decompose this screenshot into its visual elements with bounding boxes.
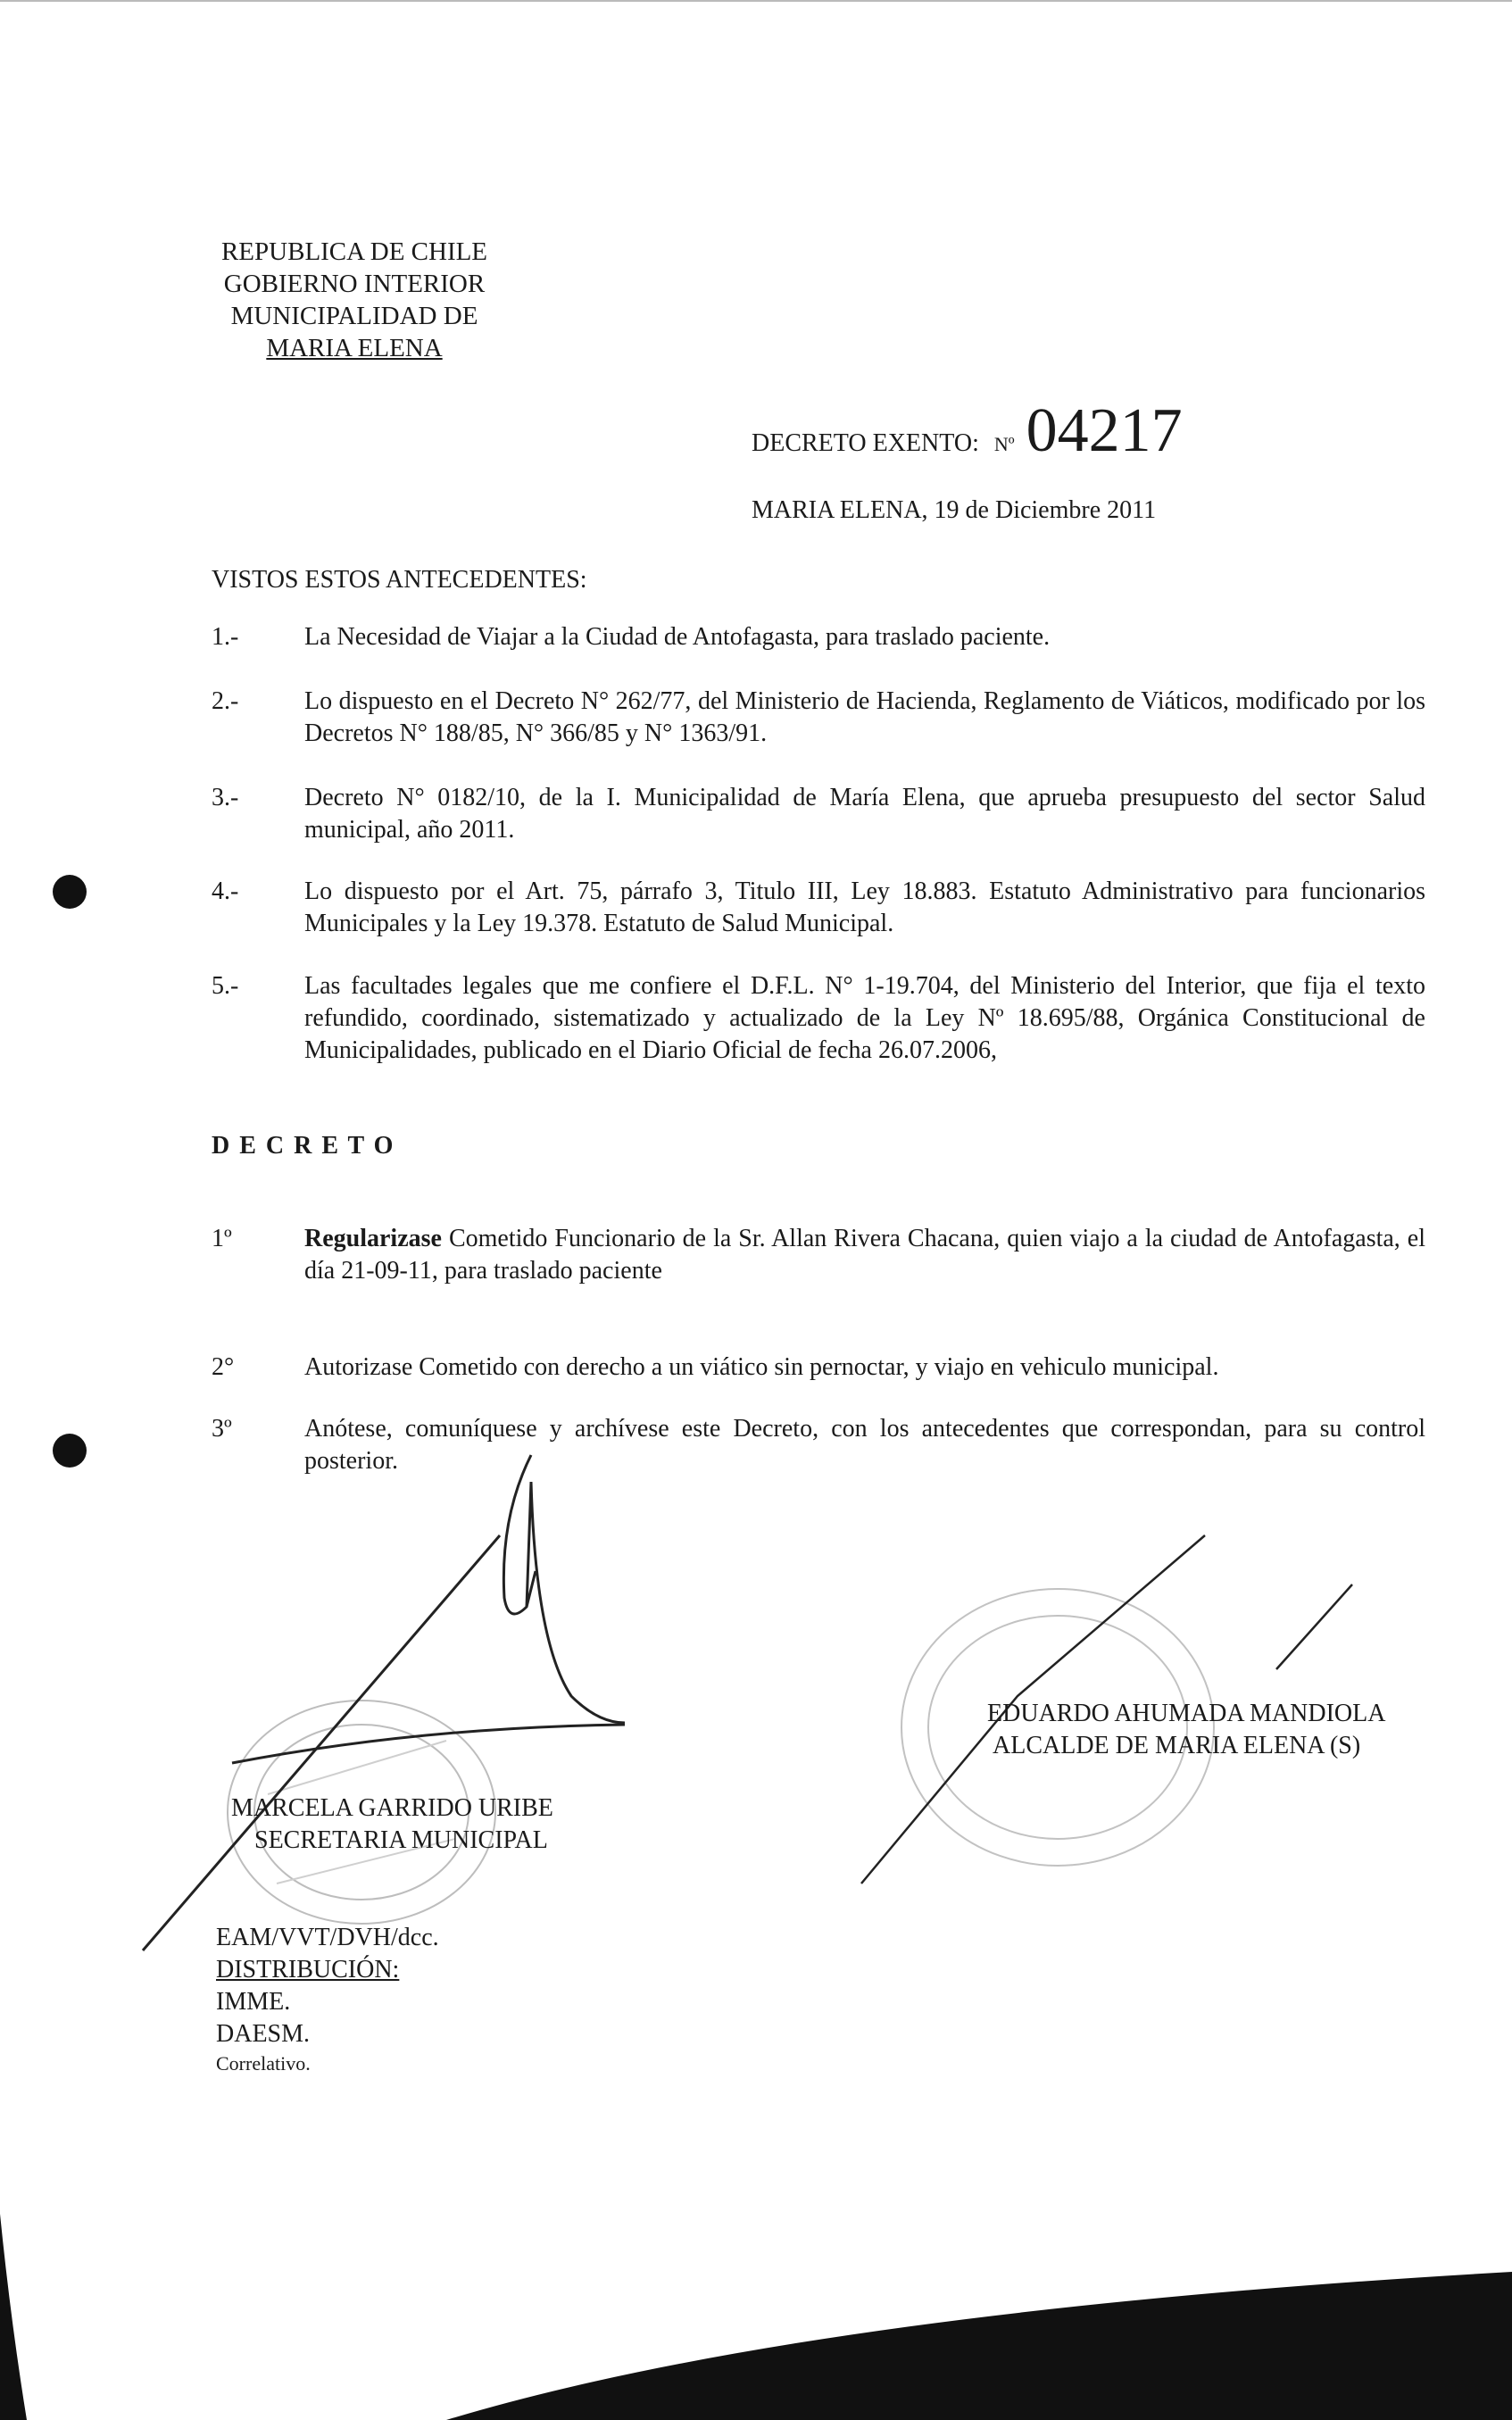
vistos-heading: VISTOS ESTOS ANTECEDENTES: — [212, 566, 587, 594]
distribution-label: DISTRIBUCIÓN: — [216, 1956, 400, 1983]
signatory-title: ALCALDE DE MARIA ELENA (S) — [993, 1732, 1361, 1759]
article-body: Cometido Funcionario de la Sr. Allan Rivera Chacana, quien viajo a la ciudad de Antofagasta, el día 21-09-11, para traslado paciente — [304, 1225, 1425, 1285]
correlativo: Correlativo. — [216, 2052, 311, 2075]
item-text: Las facultades legales que me confiere el D.F.L. N° 1-19.704, del Ministerio del Interior, que fija el texto refundido, coordinado, sistematizado y actualizado de la Ley Nº 18.695/88, Orgánica Constitucional de Municipalidades, publicado en el Diario Oficial de fecha 26.07.2006, — [304, 972, 1425, 1064]
footer — [216, 1922, 439, 2077]
signatory-name: EDUARDO AHUMADA MANDIOLA — [987, 1700, 1386, 1727]
item-text: Lo dispuesto en el Decreto N° 262/77, del Ministerio de Hacienda, Reglamento de Viáticos, modificado por los Decretos N° 188/85, N° 366/85 y N° 1363/91. — [304, 687, 1425, 747]
decree-label: DECRETO EXENTO: — [752, 429, 979, 457]
item-number: 1.- — [212, 623, 239, 651]
place-date: MARIA ELENA, 19 de Diciembre 2011 — [752, 496, 1157, 524]
item-text: La Necesidad de Viajar a la Ciudad de Antofagasta, para traslado paciente. — [304, 623, 1051, 651]
article-text: Autorizase Cometido con derecho a un viático sin pernoctar, y viajo en vehiculo municipal. — [304, 1353, 1219, 1381]
letterhead-line: REPUBLICA DE CHILE — [220, 237, 488, 266]
article-number: 2° — [212, 1353, 235, 1381]
item-number: 2.- — [212, 687, 239, 715]
distribution-item: IMME. — [216, 1988, 291, 2016]
item-text: Lo dispuesto por el Art. 75, párrafo 3, Titulo III, Ley 18.883. Estatuto Administrativo para funcionarios Municipales y la Ley 19.378. Estatuto de Salud Municipal. — [304, 877, 1425, 937]
item-number: 5.- — [212, 972, 239, 1000]
article-number: 1º — [212, 1225, 232, 1252]
decreto-heading: D E C R E T O — [212, 1132, 395, 1160]
signatory-name: MARCELA GARRIDO URIBE — [231, 1794, 553, 1822]
signatory-left — [231, 1792, 553, 1857]
decree-number: 04217 — [1026, 396, 1183, 465]
article-bold: Regularizase — [304, 1225, 442, 1252]
decree-number-prefix: Nº — [993, 433, 1015, 455]
item-number: 4.- — [212, 877, 239, 905]
signatory-right — [987, 1698, 1385, 1762]
signatory-title: SECRETARIA MUNICIPAL — [254, 1826, 548, 1854]
article-text: Anótese, comuníquese y archívese este Decreto, con los antecedentes que correspondan, para su control posterior. — [304, 1415, 1425, 1475]
item-text: Decreto N° 0182/10, de la I. Municipalidad de María Elena, que aprueba presupuesto del sector Salud municipal, año 2011. — [304, 784, 1425, 844]
initials: EAM/VVT/DVH/dcc. — [216, 1924, 439, 1951]
item-number: 3.- — [212, 784, 239, 811]
article-number: 3º — [212, 1415, 232, 1443]
distribution-item: DAESM. — [216, 2020, 311, 2048]
letterhead-line: MARIA ELENA — [266, 334, 443, 362]
letterhead-line: GOBIERNO INTERIOR — [223, 270, 486, 298]
letterhead-line: MUNICIPALIDAD DE — [230, 302, 478, 330]
